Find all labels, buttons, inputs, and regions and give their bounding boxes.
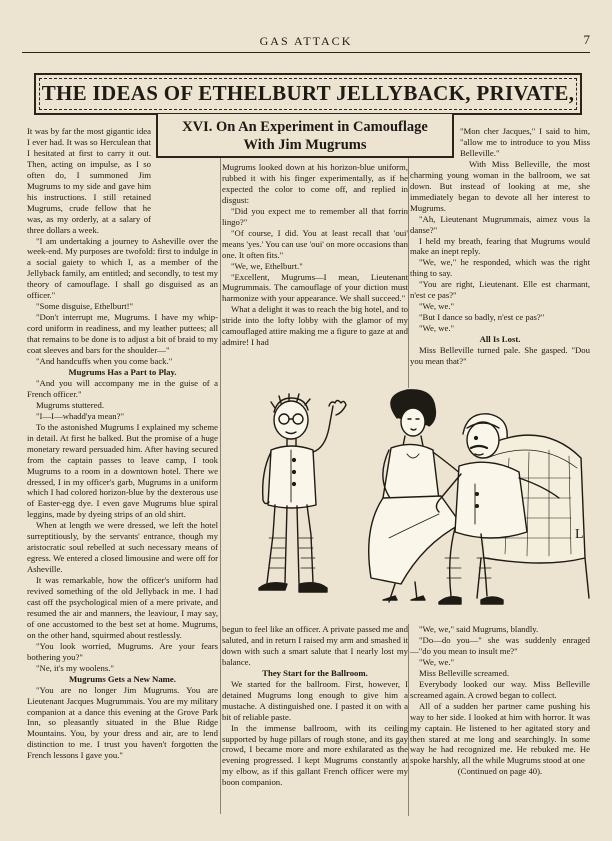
col1-para-4: "Don't interrupt me, Mugrums. I have my whip-cord uniform in readiness, and my leather puttees; all that remains to be done is to adjust a bit of braid to my coat sleeves and bars for the shoulder—" xyxy=(27,312,218,356)
col1-para-13: "Ne, it's my woolens." xyxy=(36,662,114,673)
col3b-para-2: "Do—do you—" she was suddenly enraged —"do you mean to insult me?" xyxy=(410,634,590,656)
illustrator-signature: L xyxy=(575,527,584,542)
seated-woman-figure xyxy=(369,390,461,602)
col3-para-9: "We, we." xyxy=(419,323,455,334)
column-3-top xyxy=(410,126,590,388)
subtitle-line-1: XVI. On An Experiment in Camouflage xyxy=(182,119,428,135)
col3-para-1: "Mon cher Jacques," I said to him, "allow me to introduce to you Miss Belleville." xyxy=(460,126,590,158)
col3-para-10: Miss Belleville turned pale. She gasped. "Dou you mean that?" xyxy=(410,345,590,367)
col1-para-2: "I am undertaking a journey to Asheville over the week-end. My purposes are twofold: first to indulge in a social gaiety to which I, as a member of the Jellyback family, am entitled; and secondly, to test my theory of camouflage. I shall go disguised as an officer." xyxy=(27,235,218,301)
article-title: THE IDEAS OF ETHELBURT JELLYBACK, PRIVATE, xyxy=(41,81,575,105)
col3-para-7: "We, we." xyxy=(419,301,455,312)
col2-para-4: "We, we, Ethelburt." xyxy=(231,260,303,271)
col2-para-3: "Of course, I did. You at least recall that 'oui' means 'yes.' You can use 'oui' on more occasions than one. It often fits." xyxy=(222,227,408,260)
col1-subhead-2: Mugrums Gets a New Name. xyxy=(69,673,176,684)
col3b-para-4: Miss Belleville screamed. xyxy=(419,667,509,678)
col2b-subhead: They Start for the Ballroom. xyxy=(262,667,368,678)
continued-note[interactable]: (Continued on page 40). xyxy=(457,766,543,777)
col3-para-5: "We, we," he responded, which was the right thing to say. xyxy=(410,257,590,279)
col3b-para-5: Everybody looked our way. Miss Belleville screamed again. A crowd began to collect. xyxy=(410,678,590,700)
col3-para-2: With Miss Belleville, the most charming young woman in the ballroom, we sat down. But instead of looking at me, she immediately began to devote all her interest to Mugrums. xyxy=(410,158,590,213)
col2b-para-3: In the immense ballroom, with its ceiling supported by huge pillars of rough stone, and its gay crowd, I became more and more exhilarated as the evening progressed. I kept Mugrums constantly at my elbow, as if this gallant French officer were my boon companion. xyxy=(222,722,408,788)
col1-para-11: It was remarkable, how the officer's uniform had revived something of the old Jellyback in me. I had cast off the psychological mien of a mere private, and resumed the air and manners, the leaviour, I may say, of one accustomed to the best set at home. Mugrums, on the other hand, squirmed about restlessly. xyxy=(27,575,218,640)
cartoon-illustration xyxy=(219,388,592,618)
column-rule-3 xyxy=(408,624,409,816)
title-wrap-spacer xyxy=(410,126,460,166)
col1-para-1: It was by far the most gigantic idea I ever had. It was so Herculean that I hesitated at first to carry it out. Then, acting on impulse, as I so often do, I summoned Jim Mugrums to my side and gave him his instructions. I still retained Mugrums, crude fellow that he was, as my orderly, at a salary of three dollars a week. xyxy=(27,126,151,235)
column-3-bottom xyxy=(410,624,590,816)
col3-subhead-1: All Is Lost. xyxy=(479,334,521,345)
col1-para-3: "Some disguise, Ethelburt!" xyxy=(36,301,134,312)
col1-subhead-1: Mugrums Has a Part to Play. xyxy=(68,366,177,377)
col1-para-14: "You are no longer Jim Mugrums. You are Lieutenant Jacques Mugrummais. You are my military companion at a dance this evening at the Grove Park Inn, so pleasantly situated in the Blue Ridge Mountains. You, by your dress and air, are to lend distinction to me. I trust you haven't forgotten the French lessons I gave you." xyxy=(27,684,218,761)
column-rule-2 xyxy=(408,158,409,388)
col3b-para-1: "We, we," said Mugrums, blandly. xyxy=(419,624,539,634)
col3b-para-3: "We, we." xyxy=(419,656,455,667)
col1-para-8: "I—I—whadd'ya mean?" xyxy=(36,410,125,421)
standing-officer-figure xyxy=(259,394,346,592)
header-rule xyxy=(22,52,590,53)
running-head: GAS ATTACK xyxy=(259,34,353,48)
col3-para-6: "You are right, Lieutenant. Elle est charmant, n'est ce pas?" xyxy=(410,279,590,301)
col1-para-10: When at length we were dressed, we left the hotel surreptitiously, by the servants' entrance, though my aristocratic soul rebelled at such necessary means of egress. We entered a closed limousine and were off for Asheville. xyxy=(27,520,218,575)
col2b-para-2: We started for the ballroom. First, however, I detained Mugrums long enough to give him a mustache. A distinguished one. I pasted it on with a bit of reliable paste. xyxy=(222,678,408,722)
col3-para-3: "Ah, Lieutenant Mugrummais, aimez vous la danse?" xyxy=(410,213,590,235)
column-2-bottom xyxy=(222,624,408,816)
col2b-para-1: begun to feel like an officer. A private passed me and saluted, and in return I raised my arm and smashed it down with such a smart salute that I nearly lost my balance. xyxy=(222,624,408,667)
col1-para-5: "And handcuffs when you come back." xyxy=(36,356,173,367)
col3-para-4: I held my breath, fearing that Mugrums would make an inept reply. xyxy=(410,235,590,257)
title-banner xyxy=(34,73,582,115)
col3b-para-6: All of a sudden her partner came pushing his way to her side. I looked at him with horror. It was my captain. He listened to her agitated story and then stared at me long and searchingly. In some way he had recognized me. He rebuked me. He spoke harshly, all the while Mugrums stood at one xyxy=(410,700,590,766)
col2-para-2: "Did you expect me to remember all that forrin lingo?" xyxy=(222,205,408,227)
column-2-top xyxy=(222,162,408,390)
page-number: 7 xyxy=(583,32,590,47)
column-1 xyxy=(27,126,218,814)
col2-para-6: What a delight it was to reach the big hotel, and to stride into the lofty lobby with the glamor of my camouflaged attire making me a figure to gaze at and admire! I had xyxy=(222,304,408,348)
col3-para-8: "But I dance so badly, n'est ce pas?" xyxy=(419,312,545,323)
col1-para-7: Mugrums stuttered. xyxy=(36,399,105,410)
subtitle-line-2: With Jim Mugrums xyxy=(243,137,367,153)
col2-para-5: "Excellent, Mugrums—I mean, Lieutenant Mugrummais. The camouflage of your diction must harmonize with your appearance. We shall succeed." xyxy=(222,271,408,304)
col1-para-12: "You look worried, Mugrums. Are your fears bothering you?" xyxy=(27,640,218,662)
col1-para-9: To the astonished Mugrums I explained my scheme in detail. At first he balked. But the promise of a huge monetary reward persuaded him. After having secured from the captain passes to leave camp, I took Mugrums to a room in a downtown hotel. There we dressed, I in my officer's garb, Mugrums in a uniform which I had colored horizon-blue by the dexterous use of Easter-egg dye. I even gave Mugrums blue spiral leggins, made by dyeing strips of an old shirt. xyxy=(27,421,218,520)
col1-para-6: "And you will accompany me in the guise of a French officer." xyxy=(27,377,218,399)
col2-para-1: Mugrums looked down at his horizon-blue uniform, rubbed it with his finger experimentally, as if he expected the color to come off, and replied in disgust: xyxy=(222,162,408,205)
